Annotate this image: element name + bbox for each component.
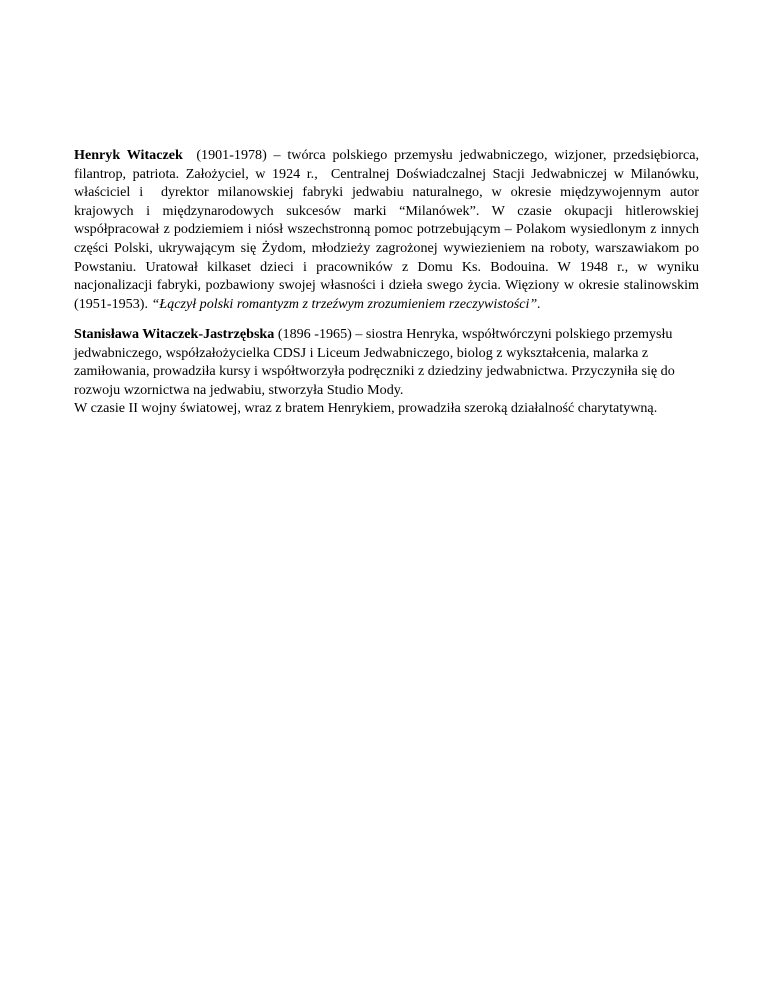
bio-henryk-paragraph (74, 146, 703, 313)
bio-stanislawa-text: (1896 -1965) – siostra Henryka, współtwórczyni polskiego przemysłu jedwabniczego, współzałożycielka CDSJ i Liceum Jedwabniczego, biolog z wykształcenia, malarka z zamiłowania, prowadziła kursy i współtworzyła podręczniki z dziedziny jedwabnictwa. Przyczyniła się do rozwoju wzornictwa na jedwabiu, stworzyła Studio Mody. (74, 326, 675, 398)
bio-henryk-quote: “Łączył polski romantyzm z trzeźwym zrozumieniem rzeczywistości”. (151, 295, 541, 312)
bio-stanislawa-paragraph (74, 325, 699, 418)
bio-henryk-name: Henryk Witaczek (74, 147, 183, 163)
bio-henryk-text: (1901-1978) – twórca polskiego przemysłu jedwabniczego, wizjoner, przedsiębiorca, filantrop, patriota. Założyciel, w 1924 r., Centralnej Doświadczalnej Stacji Jedwabniczej w Milanówku, właściciel i dyrektor milanowskiej fabryki jedwabiu naturalnego, w okresie międzywojennym autor krajowych i międzynarodowych sukcesów marki “Milanówek”. W czasie okupacji hitlerowskiej współpracował z podziemiem i niósł wszechstronną pomoc potrzebującym – Polakom wysiedlonym z innych części Polski, ukrywającym się Żydom, młodzieży zagrożonej wywiezieniem na roboty, warszawiakom po Powstaniu. Uratował kilkaset dzieci i pracowników z Domu Ks. Bodouina. W 1948 r., w wyniku nacjonalizacji fabryki, pozbawiony swojej własności i dzieła swego życia. Więziony w okresie stalinowskim (1951-1953). (74, 147, 703, 312)
bio-stanislawa-name: Stanisława Witaczek-Jastrzębska (74, 326, 275, 342)
bio-stanislawa-text-2: W czasie II wojny światowej, wraz z bratem Henrykiem, prowadziła szeroką działalność charytatywną. (74, 400, 658, 417)
